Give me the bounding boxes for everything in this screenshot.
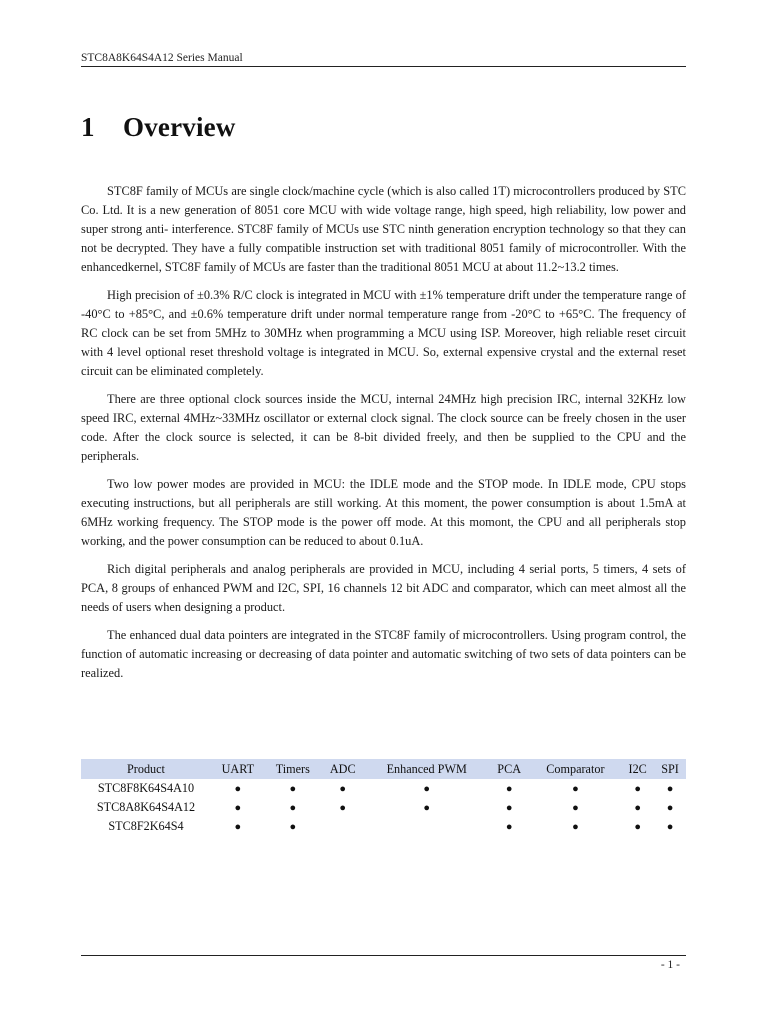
feature-cell: ● bbox=[234, 782, 242, 795]
overview-body bbox=[81, 182, 686, 692]
paragraph: Rich digital peripherals and analog peripherals are provided in MCU, including 4 serial ports, 5 timers, 4 sets of PCA, 8 groups of enhanced PWM and I2C, SPI, 16 channels 12 bit ADC and comparator, which can meet almost all the needs of users when designing a product. bbox=[81, 562, 686, 614]
feature-cell: ● bbox=[289, 820, 297, 833]
product-feature-table bbox=[81, 759, 686, 836]
chapter-heading bbox=[81, 112, 236, 143]
feature-cell: ● bbox=[339, 801, 347, 814]
feature-cell: ● bbox=[666, 801, 674, 814]
table-header-row bbox=[81, 759, 686, 779]
feature-cell: ● bbox=[666, 820, 674, 833]
column-header: Timers bbox=[265, 759, 321, 779]
feature-cell: ● bbox=[505, 801, 513, 814]
feature-cell: ● bbox=[572, 820, 579, 833]
chapter-title: Overview bbox=[123, 112, 236, 142]
table-row bbox=[81, 817, 686, 836]
feature-cell: ● bbox=[666, 782, 674, 795]
feature-cell: ● bbox=[423, 801, 431, 814]
feature-cell: ● bbox=[634, 820, 641, 833]
running-header: STC8A8K64S4A12 Series Manual bbox=[81, 52, 243, 64]
feature-cell: ● bbox=[234, 801, 242, 814]
column-header: I2C bbox=[621, 759, 654, 779]
column-header: Product bbox=[81, 759, 211, 779]
feature-cell: ● bbox=[505, 820, 513, 833]
feature-cell: ● bbox=[572, 801, 579, 814]
chapter-number: 1 bbox=[81, 112, 95, 142]
column-header: UART bbox=[211, 759, 265, 779]
page-number: - 1 - bbox=[660, 959, 680, 971]
paragraph: There are three optional clock sources inside the MCU, internal 24MHz high precision IRC, internal 32KHz low speed IRC, external 4MHz~33MHz oscillator or external clock signal. The clock source can be freely chosen in the user code. After the clock source is selected, it can be 8-bit divided freely, and then be supplied to the CPU and the peripherals. bbox=[81, 392, 686, 463]
paragraph: The enhanced dual data pointers are integrated in the STC8F family of microcontrollers. Using program control, the function of automatic increasing or decreasing of data pointer and automatic switching of two sets of data pointers can be realized. bbox=[81, 628, 686, 680]
column-header: ADC bbox=[321, 759, 365, 779]
paragraph: STC8F family of MCUs are single clock/machine cycle (which is also called 1T) microcontrollers produced by STC Co. Ltd. It is a new generation of 8051 core MCU with wide voltage range, high speed, high reliability, low power and super strong anti- interference. STC8F family of MCUs use STC ninth generation encryption technology so that they can not be decrypted. They have a fully compatible instruction set with traditional 8051 family of microcontroller. With the enhancedkernel, STC8F family of MCUs are faster than the traditional 8051 MCU at about 11.2~13.2 times. bbox=[81, 184, 686, 274]
column-header: Comparator bbox=[530, 759, 622, 779]
header-divider bbox=[81, 66, 686, 67]
feature-cell bbox=[365, 817, 489, 836]
table-row bbox=[81, 798, 686, 817]
feature-cell bbox=[321, 817, 365, 836]
product-name-cell: STC8F8K64S4A10 bbox=[97, 781, 195, 795]
feature-cell: ● bbox=[572, 782, 579, 795]
column-header: PCA bbox=[489, 759, 530, 779]
product-name-cell: STC8F2K64S4 bbox=[108, 819, 184, 833]
feature-cell: ● bbox=[634, 801, 641, 814]
table-row bbox=[81, 779, 686, 798]
feature-cell: ● bbox=[289, 782, 297, 795]
column-header: Enhanced PWM bbox=[365, 759, 489, 779]
column-header: SPI bbox=[654, 759, 686, 779]
paragraph: Two low power modes are provided in MCU: the IDLE mode and the STOP mode. In IDLE mode, CPU stops executing instructions, but all peripherals are still working. At this moment, the power consumption is about 1.5mA at 6MHz working frequency. The STOP mode is the power off mode. At this momont, the CPU and all peripherals stop working, and the power consumption can be reduced to about 0.1uA. bbox=[81, 477, 686, 548]
feature-cell: ● bbox=[234, 820, 242, 833]
feature-cell: ● bbox=[423, 782, 431, 795]
product-name-cell: STC8A8K64S4A12 bbox=[96, 800, 196, 814]
footer-divider bbox=[81, 955, 686, 956]
paragraph: High precision of ±0.3% R/C clock is integrated in MCU with ±1% temperature drift under the temperature range of -40°C to +85°C, and ±0.6% temperature drift under normal temperature range from -20°C to +65°C. The frequency of RC clock can be set from 5MHz to 30MHz when programming a MCU using ISP. Moreover, high reliable reset circuit with 4 level optional reset threshold voltage is integrated in MCU. So, external expensive crystal and the external reset circuit can be eliminated completely. bbox=[81, 288, 686, 378]
feature-cell: ● bbox=[289, 801, 297, 814]
feature-cell: ● bbox=[634, 782, 641, 795]
feature-cell: ● bbox=[505, 782, 513, 795]
feature-cell: ● bbox=[339, 782, 347, 795]
